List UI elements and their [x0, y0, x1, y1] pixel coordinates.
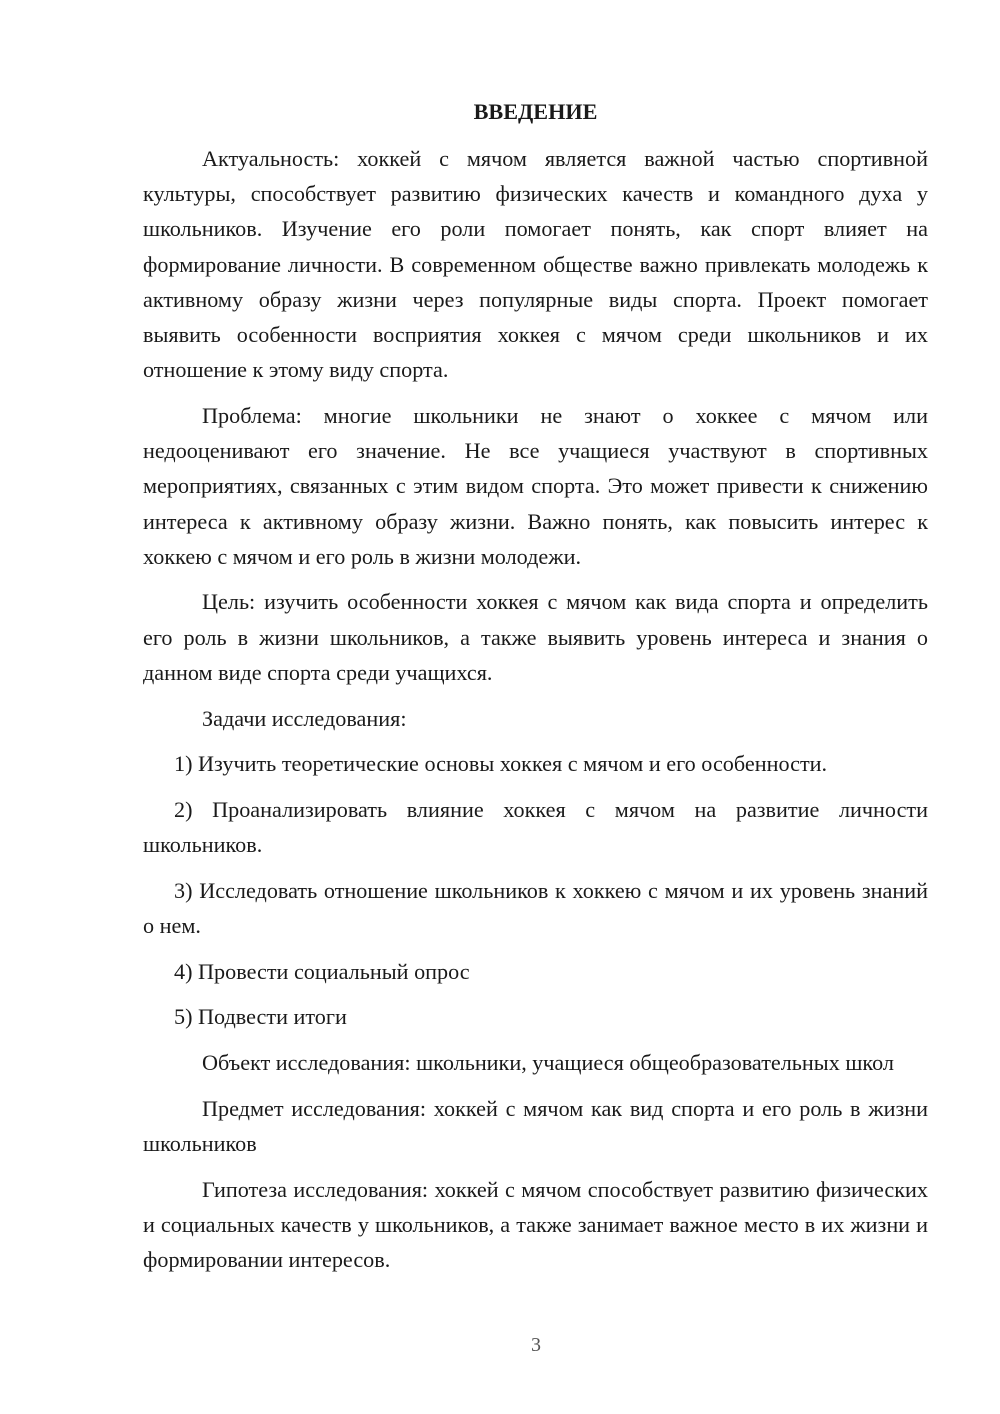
- document-body: [143, 94, 928, 1288]
- tasks-title: Задачи исследования:: [202, 705, 407, 731]
- page-number: 3: [531, 1334, 541, 1356]
- paragraph-subject: Предмет исследования: хоккей с мячом как вид спорта и его роль в жизни школьников: [143, 1095, 928, 1157]
- task-item-4: 4) Провести социальный опрос: [174, 958, 470, 984]
- task-item-5: 5) Подвести итоги: [174, 1004, 347, 1030]
- paragraph-object: Объект исследования: школьники, учащиеся общеобразовательных школ: [202, 1050, 894, 1076]
- section-heading: ВВЕДЕНИЕ: [473, 99, 598, 124]
- task-item-1: 1) Изучить теоретические основы хоккея с мячом и его особенности.: [174, 751, 828, 777]
- paragraph-hypothesis: Гипотеза исследования: хоккей с мячом способствует развитию физических и социальных качеств у школьников, а также занимает важное место в их жизни и формировании интересов.: [143, 1176, 928, 1273]
- paragraph-relevance: Актуальность: хоккей с мячом является важной частью спортивной культуры, способствует развитию физических качеств и командного духа у школьников. Изучение его роли помогает понять, как спорт влияет на формирование личности. В современном обществе важно привлекать молодежь к активному образу жизни через популярные виды спорта. Проект помогает выявить особенности восприятия хоккея с мячом среди школьников и их отношение к этому виду спорта.: [143, 146, 928, 383]
- paragraph-goal: Цель: изучить особенности хоккея с мячом как вида спорта и определить его роль в жизни школьников, а также выявить уровень интереса и знания о данном виде спорта среди учащихся.: [143, 589, 928, 685]
- task-item-3: 3) Исследовать отношение школьников к хоккею с мячом и их уровень знаний о нем.: [143, 877, 928, 939]
- paragraph-problem: Проблема: многие школьники не знают о хоккее с мячом или недооценивают его значение. Не все учащиеся участвуют в спортивных мероприятиях, связанных с этим видом спорта. Это может привести к снижению интереса к активному образу жизни. Важно понять, как повысить интерес к хоккею с мячом и его роль в жизни молодежи.: [143, 402, 928, 569]
- task-item-2: 2) Проанализировать влияние хоккея с мячом на развитие личности школьников.: [143, 796, 928, 858]
